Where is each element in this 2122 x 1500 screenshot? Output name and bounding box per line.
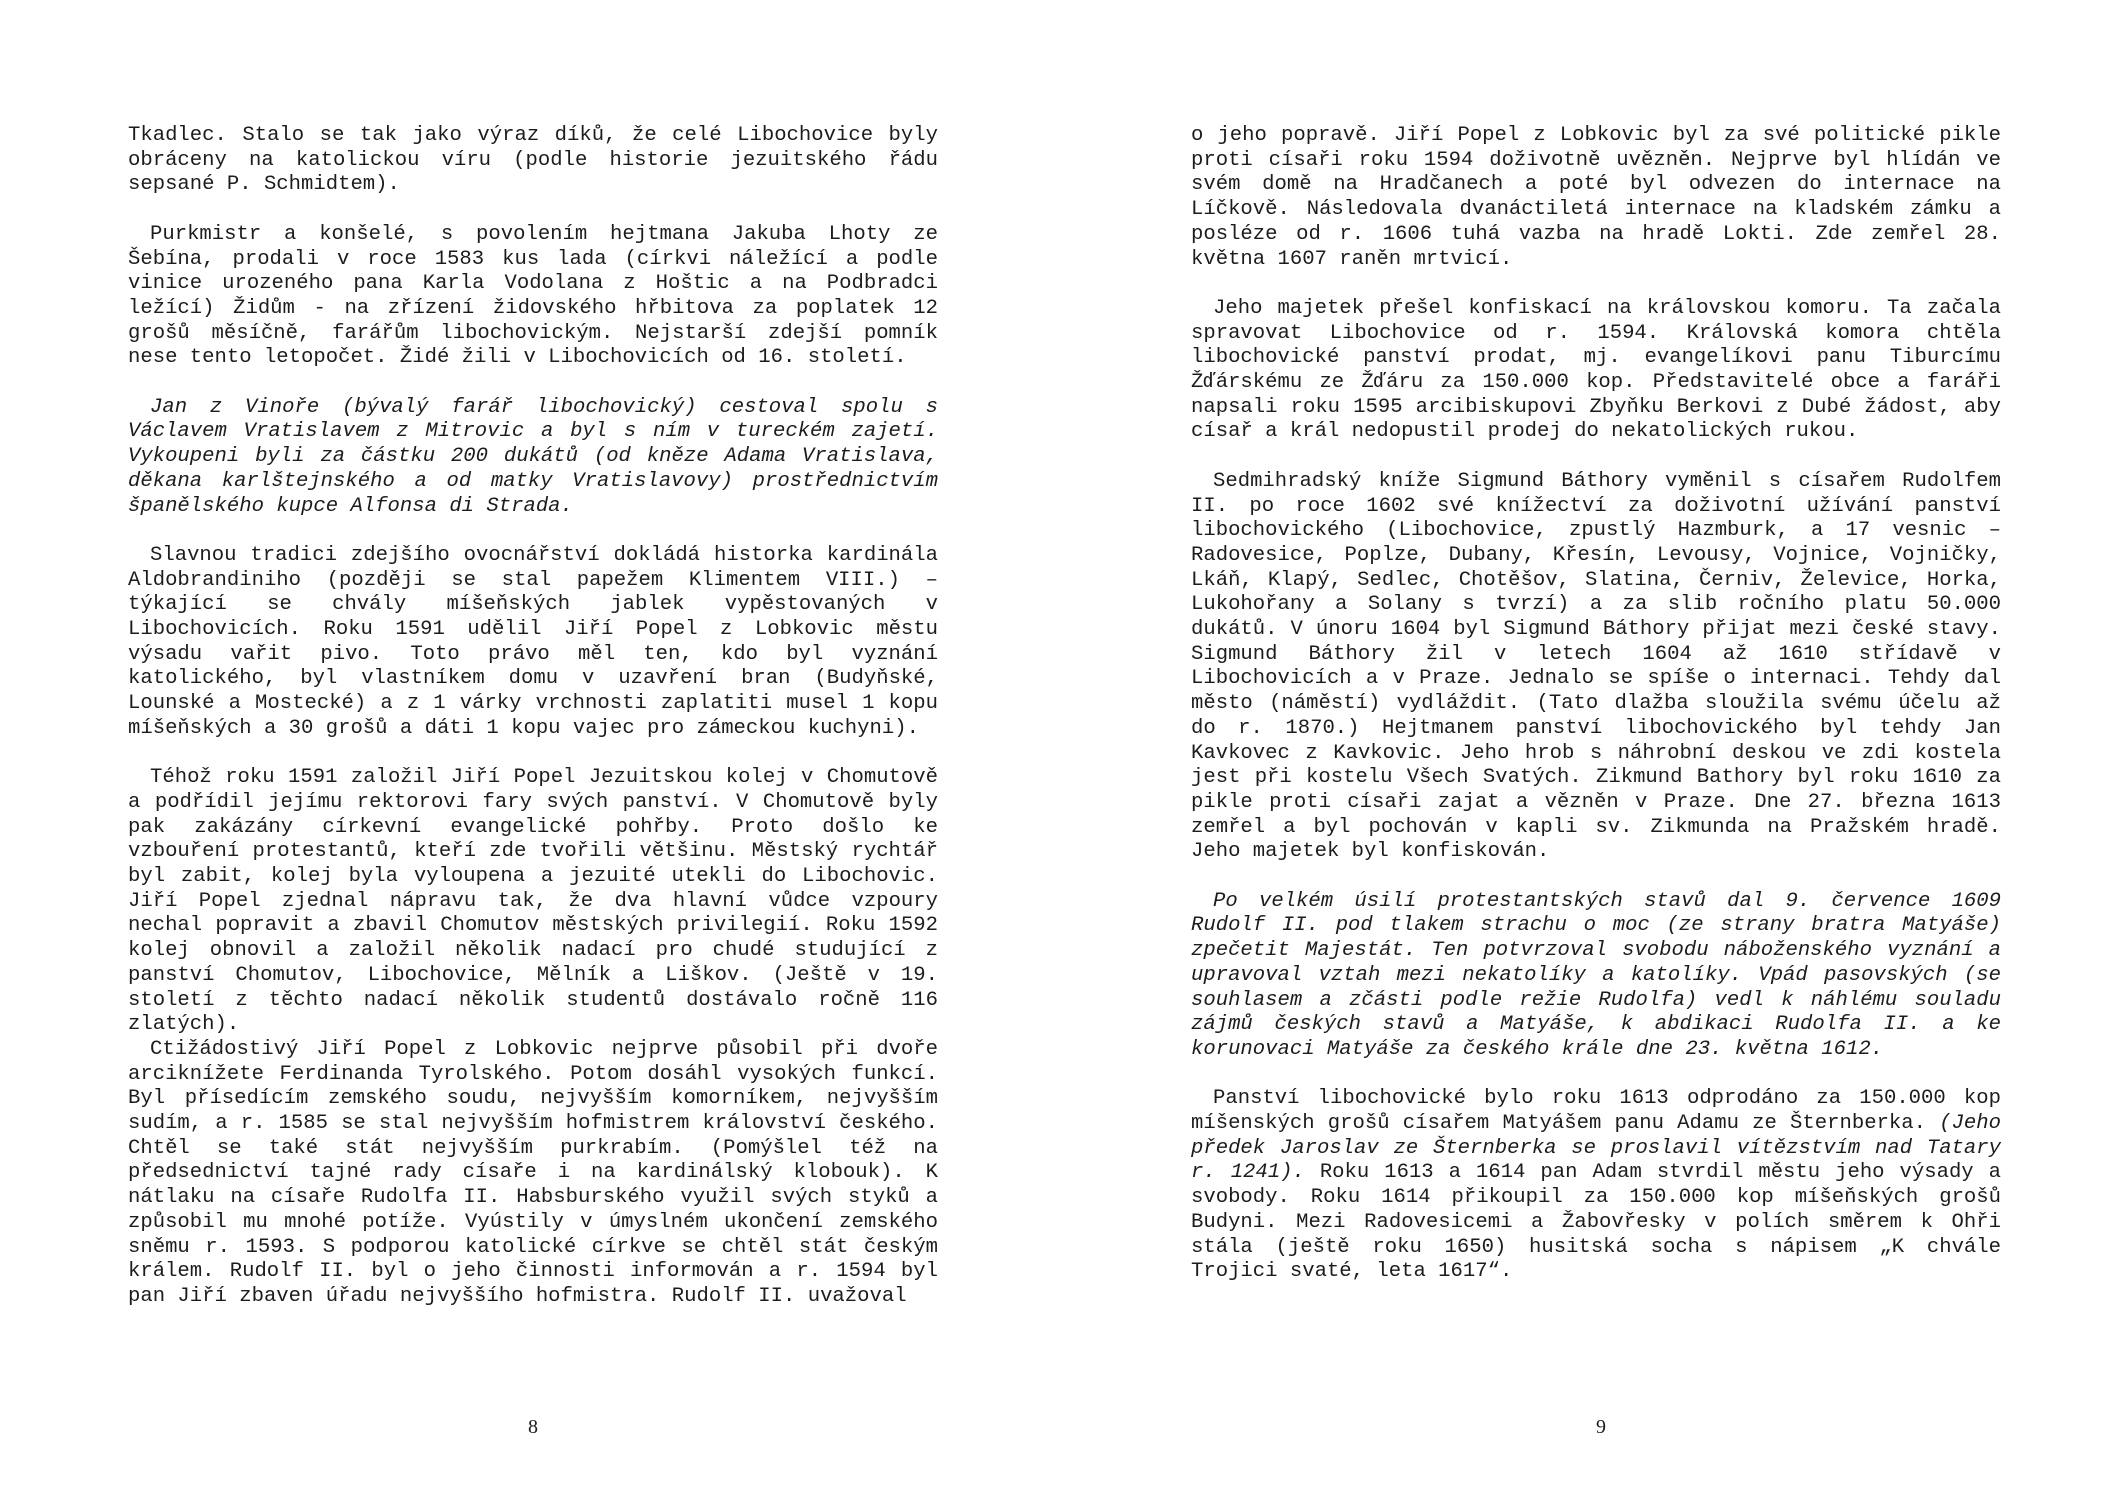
- right-text-column: [1191, 124, 2001, 1310]
- paragraph: Purkmistr a konšelé, s povolením hejtmana Jakuba Lhoty ze Šebína, prodali v roce 1583 kus lada (církvi náležící a podle vinice urozeného pana Karla Vodolana z Hoštic a na Podbradci ležící) Židům - na zřízení židovského hřbitova za poplatek 12 grošů měsíčně, farářům libochovickým. Nejstarší zdejší pomník nese tento letopočet. Židé žili v Libochovicích od 16. století.: [128, 222, 938, 370]
- paragraph: o jeho popravě. Jiří Popel z Lobkovic byl za své politické pikle proti císaři roku 1594 doživotně uvězněn. Nejprve byl hlídán ve svém domě na Hradčanech a poté byl odvezen do internace na Líčkově. Následovala dvanáctiletá internace na kladském zámku a posléze od r. 1606 tuhá vazba na hradě Lokti. Zde zemřel 28. května 1607 raněn mrtvicí.: [1191, 124, 2001, 271]
- paragraph: Ctižádostivý Jiří Popel z Lobkovic nejprve působil při dvoře arciknížete Ferdinanda Tyrolského. Potom dosáhl vysokých funkcí. Byl přísedícím zemského soudu, nejvyšším komorníkem, nejvyšším sudím, a r. 1585 se stal nejvyšším hofmistrem království českého. Chtěl se také stát nejvyšším purkrabím. (Pomýšlel též na předsednictví tajné rady císaře i na kardinálský klobouk). K nátlaku na císaře Rudolfa II. Habsburského využil svých styků a způsobil mu mnohé potíže. Vyústily v úmyslném ukončení zemského sněmu r. 1593. S podporou katolické církve se chtěl stát českým králem. Rudolf II. byl o jeho činnosti informován a r. 1594 byl pan Jiří zbaven úřadu nejvyššího hofmistra. Rudolf II. uvažoval: [128, 1037, 938, 1308]
- paragraph-aside: (Jeho předek Jaroslav ze Šternberka se proslavil vítězstvím nad Tatary r. 1241).: [1191, 1112, 2002, 1185]
- paragraph: Jeho majetek přešel konfiskací na královskou komoru. Ta začala spravovat Libochovice od r. 1594. Královská komora chtěla libochovické panství prodat, mj. evangelíkovi panu Tiburcímu Žďárskému ze Žďáru za 150.000 kop. Představitelé obce a faráři napsali roku 1595 arcibiskupovi Zbyňku Berkovi z Dubé žádost, aby císař a král nedopustil prodej do nekatolických rukou.: [1191, 296, 2001, 444]
- paragraph-text: Panství libochovické bylo roku 1613 odprodáno za 150.000 kop míšenských grošů císařem Matyášem panu Adamu ze Šternberka.: [1191, 1087, 2001, 1136]
- paragraph: [1191, 1087, 2001, 1285]
- page-number: 8: [528, 1416, 538, 1438]
- paragraph: Téhož roku 1591 založil Jiří Popel Jezuitskou kolej v Chomutově a podřídil jejímu rektorovi fary svých panství. V Chomutově byly pak zakázány církevní evangelické pohřby. Proto došlo ke vzbouření protestantů, kteří zde tvořili většinu. Městský rychtář byl zabit, kolej byla vyloupena a jezuité utekli do Libochovic. Jiří Popel zjednal nápravu tak, že dva hlavní vůdce vzpoury nechal popravit a zbavil Chomutov městských privilegií. Roku 1592 kolej obnovil a založil několik nadací pro chudé studující z panství Chomutov, Libochovice, Mělník a Liškov. (Ještě v 19. století z těchto nadací několik studentů dostávalo ročně 116 zlatých).: [128, 766, 938, 1037]
- paragraph: Po velkém úsilí protestantských stavů dal 9. července 1609 Rudolf II. pod tlakem strachu o moc (ze strany bratra Matyáše) zpečetit Majestát. Ten potvrzoval svobodu náboženského vyznání a upravoval vztah mezi nekatolíky a katolíky. Vpád pasovských (se souhlasem a zčásti podle režie Rudolfa) vedl k náhlému souladu zájmů českých stavů a Matyáše, k abdikaci Rudolfa II. a ke korunovaci Matyáše za českého krále dne 23. května 1612.: [1191, 889, 2001, 1061]
- paragraph-text: Roku 1613 a 1614 pan Adam stvrdil městu jeho výsady a svobody. Roku 1614 přikoupil za 150.000 kop míšeňských grošů Budyni. Mezi Radovesicemi a Žabovřesky v polích směrem k Ohři stála (ještě roku 1650) husitská socha s nápisem „K chvále Trojici svaté, leta 1617“.: [1191, 1161, 2001, 1284]
- right-page: [1061, 0, 2122, 1500]
- paragraph: Jan z Vinoře (bývalý farář libochovický) cestoval spolu s Václavem Vratislavem z Mitrovic a byl s ním v tureckém zajetí. Vykoupeni byli za částku 200 dukátů (od kněze Adama Vratislava, děkana karlštejnského a od matky Vratislavovy) prostřednictvím španělského kupce Alfonsa di Strada.: [128, 395, 938, 518]
- paragraph: Sedmihradský kníže Sigmund Báthory vyměnil s císařem Rudolfem II. po roce 1602 své knížectví za doživotní užívání panství libochovického (Libochovice, zpustlý Hazmburk, a 17 vesnic – Radovesice, Poplze, Dubany, Křesín, Levousy, Vojnice, Vojničky, Lkáň, Klapý, Sedlec, Chotěšov, Slatina, Černiv, Želevice, Horka, Lukohořany a Solany s tvrzí) a za slib ročního platu 50.000 dukátů. V únoru 1604 byl Sigmund Báthory přijat mezi české stavy. Sigmund Báthory žil v letech 1604 až 1610 střídavě v Libochovicích a v Praze. Jednalo se spíše o internaci. Tehdy dal město (náměstí) vydláždit. (Tato dlažba sloužila svému účelu až do r. 1870.) Hejtmanem panství libochovického byl tehdy Jan Kavkovec z Kavkovic. Jeho hrob s náhrobní deskou ve zdi kostela jest při kostelu Všech Svatých. Zikmund Bathory byl roku 1610 za pikle proti císaři zajat a vězněn v Praze. Dne 27. března 1613 zemřel a byl pochován v kapli sv. Zikmunda na Pražském hradě. Jeho majetek byl konfiskován.: [1191, 469, 2001, 864]
- paragraph: Slavnou tradici zdejšího ovocnářství dokládá historka kardinála Aldobrandiniho (později se stal papežem Klimentem VIII.) – týkající se chvály míšeňských jablek vypěstovaných v Libochovicích. Roku 1591 udělil Jiří Popel z Lobkovic městu výsadu vařit pivo. Toto právo měl ten, kdo byl vyznání katolického, byl vlastníkem domu v uzavření bran (Budyňské, Lounské a Mostecké) a z 1 várky vrchnosti zaplatiti musel 1 kopu míšeňských a 30 grošů a dáti 1 kopu vajec pro zámeckou kuchyni).: [128, 543, 938, 740]
- paragraph: Tkadlec. Stalo se tak jako výraz díků, že celé Libochovice byly obráceny na katolickou víru (podle historie jezuitského řádu sepsané P. Schmidtem).: [128, 124, 938, 197]
- page-number: 9: [1596, 1416, 1606, 1438]
- left-text-column: [128, 124, 938, 1334]
